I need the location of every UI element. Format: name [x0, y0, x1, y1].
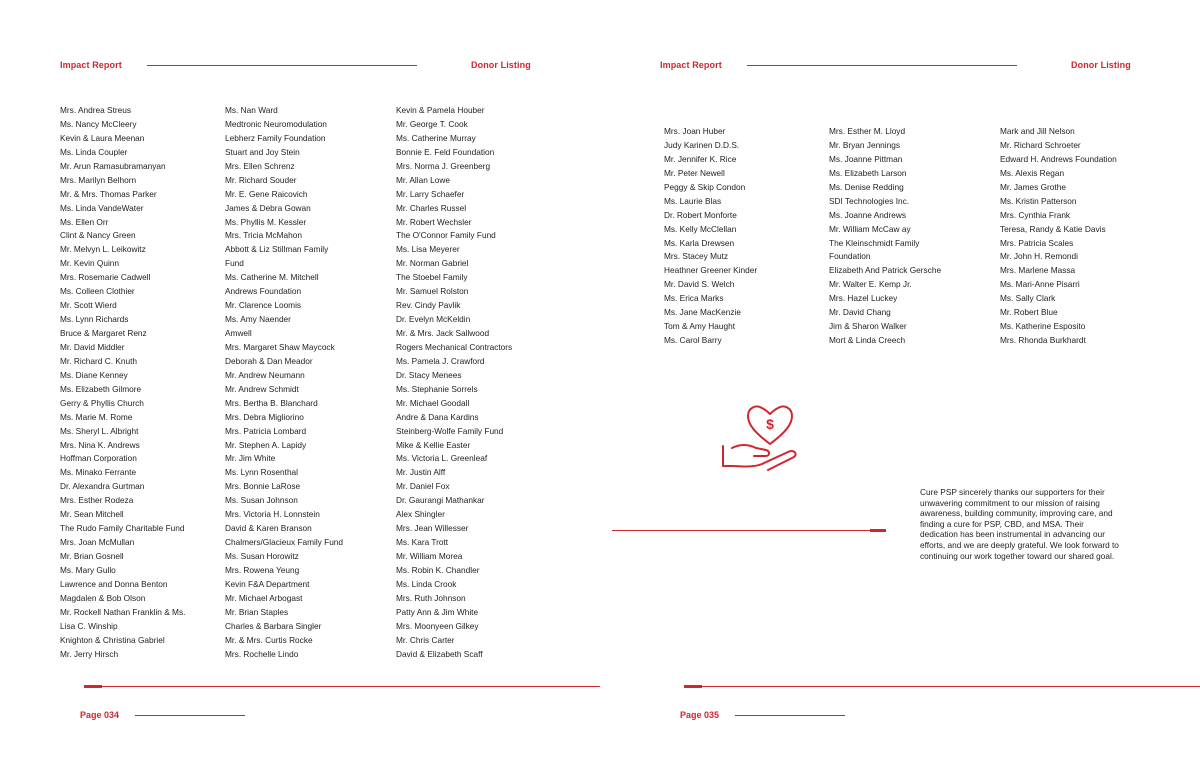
donor-name: Dr. Gaurangi Mathankar [396, 495, 485, 506]
donor-name: Peggy & Skip Condon [664, 181, 746, 192]
donor-name: Dr. Evelyn McKeldin [396, 314, 471, 325]
divider-rule [612, 530, 872, 531]
donor-name: Ms. Elizabeth Larson [829, 167, 907, 178]
donor-name: Stuart and Joy Stein [225, 146, 300, 157]
donor-name: Kevin & Pamela Houber [396, 105, 485, 115]
donor-name: Ms. Kristin Patterson [1000, 195, 1077, 206]
thank-you-message: Cure PSP sincerely thanks our supporters for their unwavering commitment to our mission of raising awareness, building community, improving care, and finding a cure for PSP, CBD, and MSA. Their dedication has been instrumental in advancing our efforts, and we are deeply grateful. We look forward to continuing our work together toward our shared goal. [920, 487, 1119, 561]
donor-name: Bruce & Margaret Renz [60, 328, 147, 338]
donor-name: Foundation [829, 251, 871, 262]
donor-name: Mrs. Hazel Luckey [829, 293, 898, 304]
footer-marker [684, 685, 702, 688]
donor-name: Mr. Sean Mitchell [60, 509, 124, 520]
donor-name: Ms. Colleen Clothier [60, 286, 135, 297]
donor-name: Dr. Robert Monforte [664, 209, 737, 220]
donor-name: Mr. David Middler [60, 341, 125, 352]
header-section: Donor Listing [471, 60, 531, 70]
donor-name: Mr. Michael Goodall [396, 397, 470, 408]
donor-name: Mr. Daniel Fox [396, 481, 450, 492]
donor-name: Mrs. Ellen Schrenz [225, 160, 295, 171]
donor-name: Mort & Linda Creech [829, 335, 906, 346]
donor-name: Mr. Brian Gosnell [60, 551, 124, 561]
donor-name: Mr. E. Gene Raicovich [225, 188, 308, 199]
donor-name: Mrs. Andrea Streus [60, 105, 132, 115]
donor-name: The Stoebel Family [396, 272, 468, 283]
donor-name: Clint & Nancy Green [60, 230, 136, 241]
donor-name: Mr. Kevin Quinn [60, 258, 120, 269]
donor-name: Mr. Jennifer K. Rice [664, 153, 737, 164]
donor-name: Mr. Charles Russel [396, 202, 467, 213]
donor-name: Mr. Rockell Nathan Franklin & Ms. [60, 606, 186, 617]
donor-name: Chalmers/Glacieux Family Fund [225, 537, 344, 548]
donor-name: Andre & Dana Kardins [396, 411, 479, 422]
page-number: Page 035 [680, 710, 720, 720]
donor-name: Mr. Melvyn L. Leikowitz [60, 244, 146, 255]
donor-name: Mr. John H. Remondi [1000, 251, 1078, 262]
donor-name: Ms. Ellen Orr [60, 216, 109, 227]
donor-name: Mrs. Cynthia Frank [1000, 209, 1071, 220]
donor-name: Kevin F&A Department [225, 578, 310, 589]
footer-rule [102, 686, 600, 687]
donor-name: Ms. Amy Naender [225, 314, 291, 325]
donor-name: Judy Karinen D.D.S. [664, 139, 740, 150]
donor-name: Ms. Phyllis M. Kessler [225, 216, 307, 227]
donor-name: Mr. Andrew Neumann [225, 369, 305, 380]
donor-name: Ms. Pamela J. Crawford [396, 355, 485, 366]
donor-name: Mr. Robert Wechsler [396, 216, 472, 227]
donor-name: Mr. David S. Welch [664, 279, 735, 290]
donor-name: Rev. Cindy Pavlik [396, 300, 461, 311]
donor-name: Mrs. Jean Willesser [396, 523, 469, 534]
donor-name: Mr. Walter E. Kemp Jr. [829, 279, 912, 290]
donor-name: Mr. William McCaw ay [829, 223, 911, 234]
donor-name: Ms. Elizabeth Gilmore [60, 383, 142, 394]
donor-name: Mrs. Patricia Scales [1000, 237, 1074, 248]
donor-column-5 [829, 125, 941, 348]
donor-name: Ms. Susan Horowitz [225, 551, 299, 561]
header-section: Donor Listing [1071, 60, 1131, 70]
donor-name: Teresa, Randy & Katie Davis [1000, 223, 1106, 234]
donor-name: The O'Connor Family Fund [396, 230, 496, 241]
donor-name: The Rudo Family Charitable Fund [60, 523, 185, 534]
donor-name: Rogers Mechanical Contractors [396, 341, 513, 352]
donor-name: Ms. Laurie Blas [664, 195, 722, 206]
donor-name: Ms. Sheryl L. Albright [60, 425, 139, 436]
donor-name: Gerry & Phyllis Church [60, 397, 144, 408]
donor-name: Charles & Barbara Singler [225, 620, 322, 631]
donor-name: Mr. Andrew Schmidt [225, 383, 299, 394]
footer-rule [702, 686, 1200, 687]
heart-dollar-hand-icon [718, 402, 802, 472]
donor-name: Mr. Richard Schroeter [1000, 139, 1081, 150]
donor-name: Knighton & Christina Gabriel [60, 634, 165, 645]
donor-name: Ms. Linda Crook [396, 578, 457, 589]
donor-name: Ms. Karla Drewsen [664, 237, 735, 248]
donor-name: Mike & Kellie Easter [396, 439, 471, 450]
donor-name: Mrs. Stacey Mutz [664, 251, 729, 262]
donor-name: Mr. Jim White [225, 453, 276, 464]
donor-name: Mrs. Patricia Lombard [225, 425, 307, 436]
donor-name: Ms. Kelly McClellan [664, 223, 737, 234]
donor-name: Fund [225, 258, 244, 269]
donor-name: David & Elizabeth Scaff [396, 648, 483, 659]
donor-name: Dr. Stacy Menees [396, 369, 462, 380]
donor-name: Ms. Nan Ward [225, 105, 278, 115]
donor-name: Mrs. Bertha B. Blanchard [225, 397, 318, 408]
page-number: Page 034 [80, 710, 120, 720]
donor-name: Mr. Peter Newell [664, 167, 725, 178]
donor-name: Lebherz Family Foundation [225, 132, 326, 143]
donor-name: Lawrence and Donna Benton [60, 578, 168, 589]
donor-name: Ms. Alexis Regan [1000, 167, 1065, 178]
donor-name: Steinberg-Wolfe Family Fund [396, 425, 504, 436]
donor-name: Mr. Richard Souder [225, 174, 297, 185]
donor-name: Mr. & Mrs. Jack Sallwood [396, 328, 490, 338]
donor-name: Mr. & Mrs. Curtis Rocke [225, 634, 313, 645]
donor-name: Ms. Katherine Esposito [1000, 321, 1086, 332]
donor-name: Hoffman Corporation [60, 453, 137, 464]
donor-name: Mr. Jerry Hirsch [60, 648, 119, 659]
donor-name: Mr. Stephen A. Lapidy [225, 439, 307, 450]
donor-name: Mrs. Ruth Johnson [396, 592, 466, 603]
donor-name: Mrs. Victoria H. Lonnstein [225, 509, 320, 520]
donor-name: Ms. Linda Coupler [60, 146, 128, 157]
donor-column-2 [225, 104, 343, 662]
donor-name: Mrs. Nina K. Andrews [60, 439, 140, 450]
donor-name: Edward H. Andrews Foundation [1000, 153, 1117, 164]
donor-name: Ms. Susan Johnson [225, 495, 298, 506]
donor-name: Mr. David Chang [829, 307, 891, 318]
donor-name: Mrs. Bonnie LaRose [225, 481, 301, 492]
header-rule [747, 65, 1017, 66]
donor-name: Kevin & Laura Meenan [60, 132, 145, 143]
header-title: Impact Report [60, 60, 122, 70]
donor-name: Ms. Lisa Meyerer [396, 244, 460, 255]
donor-name: Mrs. Rowena Yeung [225, 564, 300, 575]
donor-name: Magdalen & Bob Olson [60, 592, 146, 603]
right-page [600, 0, 1200, 776]
donor-name: Mrs. Joan McMullan [60, 537, 135, 548]
donor-name: Deborah & Dan Meador [225, 355, 313, 366]
donor-name: Mr. Allan Lowe [396, 174, 450, 185]
donor-name: Ms. Erica Marks [664, 293, 724, 304]
donor-column-1 [60, 104, 185, 662]
donor-name: Ms. Lynn Rosenthal [225, 467, 299, 478]
donor-name: Mrs. Marlene Massa [1000, 265, 1076, 276]
donor-name: Ms. Sally Clark [1000, 293, 1056, 304]
header-title: Impact Report [660, 60, 722, 70]
donor-name: Mr. Arun Ramasubramanyan [60, 160, 166, 171]
donor-column-6 [1000, 125, 1117, 348]
donor-name: Ms. Diane Kenney [60, 369, 128, 380]
donor-name: Mrs. Rochelle Lindo [225, 648, 299, 659]
donor-name: SDI Technologies Inc. [829, 195, 910, 206]
donor-name: Mrs. Joan Huber [664, 126, 726, 136]
donor-name: Mr. Norman Gabriel [396, 258, 469, 269]
donor-name: Mrs. Margaret Shaw Maycock [225, 341, 335, 352]
donor-name: Mr. George T. Cook [396, 118, 468, 129]
donor-name: Ms. Jane MacKenzie [664, 307, 742, 318]
donor-name: Mr. Larry Schaefer [396, 188, 465, 199]
divider-marker [870, 529, 886, 532]
donor-name: Mr. Chris Carter [396, 634, 455, 645]
donor-name: Alex Shingler [396, 509, 445, 520]
donor-name: Dr. Alexandra Gurtman [60, 481, 145, 492]
donor-name: Tom & Amy Haught [664, 321, 736, 332]
donor-name: Mr. Robert Blue [1000, 307, 1058, 318]
donor-name: Ms. Victoria L. Greenleaf [396, 453, 488, 464]
donor-name: Mrs. Norma J. Greenberg [396, 160, 491, 171]
donor-name: Ms. Stephanie Sorrels [396, 383, 478, 394]
donor-name: Lisa C. Winship [60, 620, 118, 631]
header-rule [147, 65, 417, 66]
donor-name: The Kleinschmidt Family [829, 237, 920, 248]
donor-name: Mrs. Rosemarie Cadwell [60, 272, 151, 283]
donor-name: Mr. Michael Arbogast [225, 592, 303, 603]
donor-name: Mark and Jill Nelson [1000, 126, 1075, 136]
donor-column-3 [396, 104, 512, 662]
donor-name: Ms. Denise Redding [829, 181, 904, 192]
donor-name: Mrs. Esther Rodeza [60, 495, 134, 506]
donor-name: Ms. Linda VandeWater [60, 202, 144, 213]
donor-name: Mr. Brian Staples [225, 606, 289, 617]
donor-name: Ms. Catherine Murray [396, 132, 476, 143]
donor-name: Andrews Foundation [225, 286, 302, 297]
donor-name: Heathner Greener Kinder [664, 265, 758, 276]
donor-name: Mr. Scott Wierd [60, 300, 117, 311]
donor-name: Ms. Lynn Richards [60, 314, 129, 325]
donor-name: Mr. Justin Alff [396, 467, 446, 478]
page-number-rule [735, 715, 845, 716]
donor-name: Ms. Mari-Anne Pisarri [1000, 279, 1080, 290]
donor-name: Mrs. Rhonda Burkhardt [1000, 335, 1086, 346]
donor-name: Ms. Nancy McCleery [60, 118, 137, 129]
donor-name: Mr. Samuel Rolston [396, 286, 469, 297]
donor-name: Ms. Carol Barry [664, 335, 722, 346]
donor-name: Ms. Marie M. Rome [60, 411, 133, 422]
donor-name: Ms. Catherine M. Mitchell [225, 272, 319, 283]
donor-name: Elizabeth And Patrick Gersche [829, 265, 942, 276]
donor-name: Mr. & Mrs. Thomas Parker [60, 188, 157, 199]
donor-name: Mr. Richard C. Knuth [60, 355, 138, 366]
donor-name: David & Karen Branson [225, 523, 312, 534]
page-number-rule [135, 715, 245, 716]
donor-column-4 [664, 125, 757, 348]
donor-name: James & Debra Gowan [225, 202, 311, 213]
donor-name: Ms. Robin K. Chandler [396, 564, 480, 575]
donor-name: Mr. William Morea [396, 551, 463, 561]
donor-name: Ms. Mary Gullo [60, 564, 116, 575]
donor-name: Medtronic Neuromodulation [225, 118, 327, 129]
donor-name: Mrs. Marilyn Belhorn [60, 174, 137, 185]
donor-name: Bonnie E. Feld Foundation [396, 146, 495, 157]
donor-name: Mrs. Moonyeen Gilkey [396, 620, 479, 631]
donor-name: Mrs. Esther M. Lloyd [829, 126, 906, 136]
donor-name: Mr. Bryan Jennings [829, 139, 901, 150]
donor-name: Ms. Minako Ferrante [60, 467, 137, 478]
donor-name: Mrs. Debra Migliorino [225, 411, 304, 422]
donor-name: Mrs. Tricia McMahon [225, 230, 302, 241]
donor-name: Amwell [225, 328, 252, 338]
svg-text:$: $ [766, 416, 774, 432]
donor-name: Mr. James Grothe [1000, 181, 1066, 192]
donor-name: Ms. Joanne Pittman [829, 153, 903, 164]
donor-name: Jim & Sharon Walker [829, 321, 907, 332]
donor-name: Mr. Clarence Loomis [225, 300, 302, 311]
donor-name: Ms. Joanne Andrews [829, 209, 907, 220]
donor-name: Ms. Kara Trott [396, 537, 449, 548]
donor-name: Patty Ann & Jim White [396, 606, 479, 617]
footer-marker [84, 685, 102, 688]
donor-name: Abbott & Liz Stillman Family [225, 244, 329, 255]
